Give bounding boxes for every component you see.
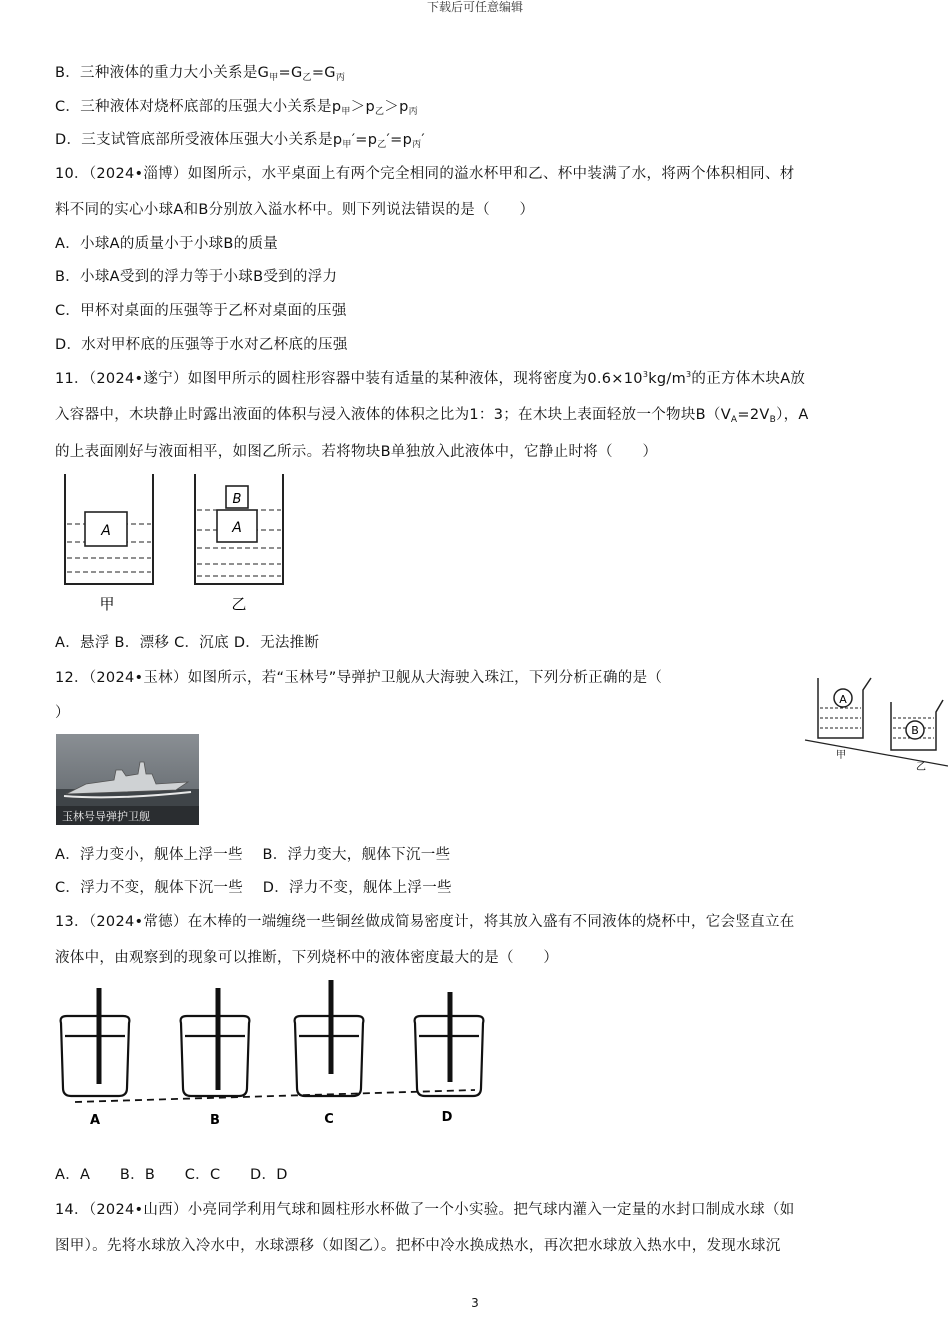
q10-option-b: B．小球A受到的浮力等于小球B受到的浮力 [55,269,338,285]
q13-figure [55,978,495,1128]
q11-block-a-left: A [101,523,111,539]
q10-option-c: C．甲杯对桌面的压强等于乙杯对桌面的压强 [55,303,347,319]
q12-stem-line1: 12．（2024•玉林）如图所示，若“玉林号”导弹护卫舰从大海驶入珠江，下列分析正确的是（ [55,670,663,686]
q10-ball-a: A [839,693,847,706]
q11-stem-line3: 的上表面刚好与液面相平，如图乙所示。若将物块B单独放入此液体中，它静止时将（ ） [55,444,658,460]
q13-stem-line2: 液体中，由观察到的现象可以推断，下列烧杯中的液体密度最大的是（ ） [55,950,559,966]
page-header: 下载后可任意编辑 [426,0,523,14]
q13-label-c: C [324,1112,334,1127]
q9-option-b: B．三种液体的重力大小关系是$G_甲=G_乙=G_丙$ [55,65,346,83]
q13-label-d: D [441,1110,453,1125]
q10-label-jia: 甲 [836,750,846,761]
q13-options: A．A B．B C．C D．D [55,1167,288,1183]
q12-stem-line2: ） [55,705,70,721]
q12-options-cd: C．浮力不变，舰体下沉一些 D．浮力不变，舰体上浮一些 [55,880,452,896]
q10-stem-line1: 10．（2024•淄博）如图所示，水平桌面上有两个完全相同的溢水杯甲和乙、杯中装满了水，将两个体积相同、材 [55,166,795,182]
q14-stem-line1: 14．（2024•山西）小亮同学利用气球和圆柱形水杯做了一个小实验。把气球内灌入一定量的水封口制成水球（如 [55,1202,795,1218]
q11-block-b: B [232,492,242,507]
q11-options: A．悬浮 B．漂移 C．沉底 D．无法推断 [55,635,320,651]
q13-beaker-a [61,988,130,1096]
q9-option-c: C．三种液体对烧杯底部的压强大小关系是$p_甲>p_乙>p_丙$ [55,99,418,117]
q13-beaker-b [181,988,250,1096]
q13-stem-line1: 13．（2024•常德）在木棒的一端缠绕一些铜丝做成简易密度计，将其放入盛有不同液体的烧杯中，它会竖直立在 [55,914,795,930]
q11-stem-line2: 入容器中，木块静止时露出液面的体积与浸入液体的体积之比为1：3；在木块上表面轻放一个物块$B(V_A=2V_B)$，A [55,407,809,425]
q11-stem-line1: 11．（2024•遂宁）如图甲所示的圆柱形容器中装有适量的某种液体，现将密度为$0.6\times 10^3kg/m^3$的正方体木块A放 [55,370,806,387]
q12-warship-photo [56,734,199,825]
q13-beaker-c [295,980,364,1096]
q11-figure [55,472,295,617]
q10-label-yi: 乙 [916,762,926,773]
q12-options-ab: A．浮力变小，舰体上浮一些 B．浮力变大，舰体下沉一些 [55,847,451,863]
q9-option-d: D．三支试管底部所受液体压强大小关系是$p_甲'=p_乙'=p_丙'$ [55,132,425,150]
q11-block-a-right: A [232,520,242,536]
q10-table-line [805,740,948,766]
q13-reference-line [75,1090,475,1102]
q10-stem-line2: 料不同的实心小球A和B分别放入溢水杯中。则下列说法错误的是（ ） [55,202,535,218]
q13-label-b: B [210,1113,220,1128]
q13-beaker-d [415,992,484,1096]
q11-label-jia: 甲 [99,595,115,613]
q13-label-a: A [89,1113,101,1128]
q14-stem-line2: 图甲）。先将水球放入冷水中，水球漂移（如图乙）。把杯中冷水换成热水，再次把水球放入热水中，发现水球沉 [55,1238,781,1254]
q11-label-yi: 乙 [231,595,247,613]
page-number: 3 [471,1296,479,1310]
q10-option-d: D．水对甲杯底的压强等于水对乙杯底的压强 [55,337,348,353]
q12-photo-caption: 玉林号导弹护卫舰 [62,810,150,823]
q10-ball-b: B [911,724,919,737]
q10-figure [803,668,948,778]
q10-cup-jia [818,678,871,738]
q10-option-a: A．小球A的质量小于小球B的质量 [55,236,279,252]
